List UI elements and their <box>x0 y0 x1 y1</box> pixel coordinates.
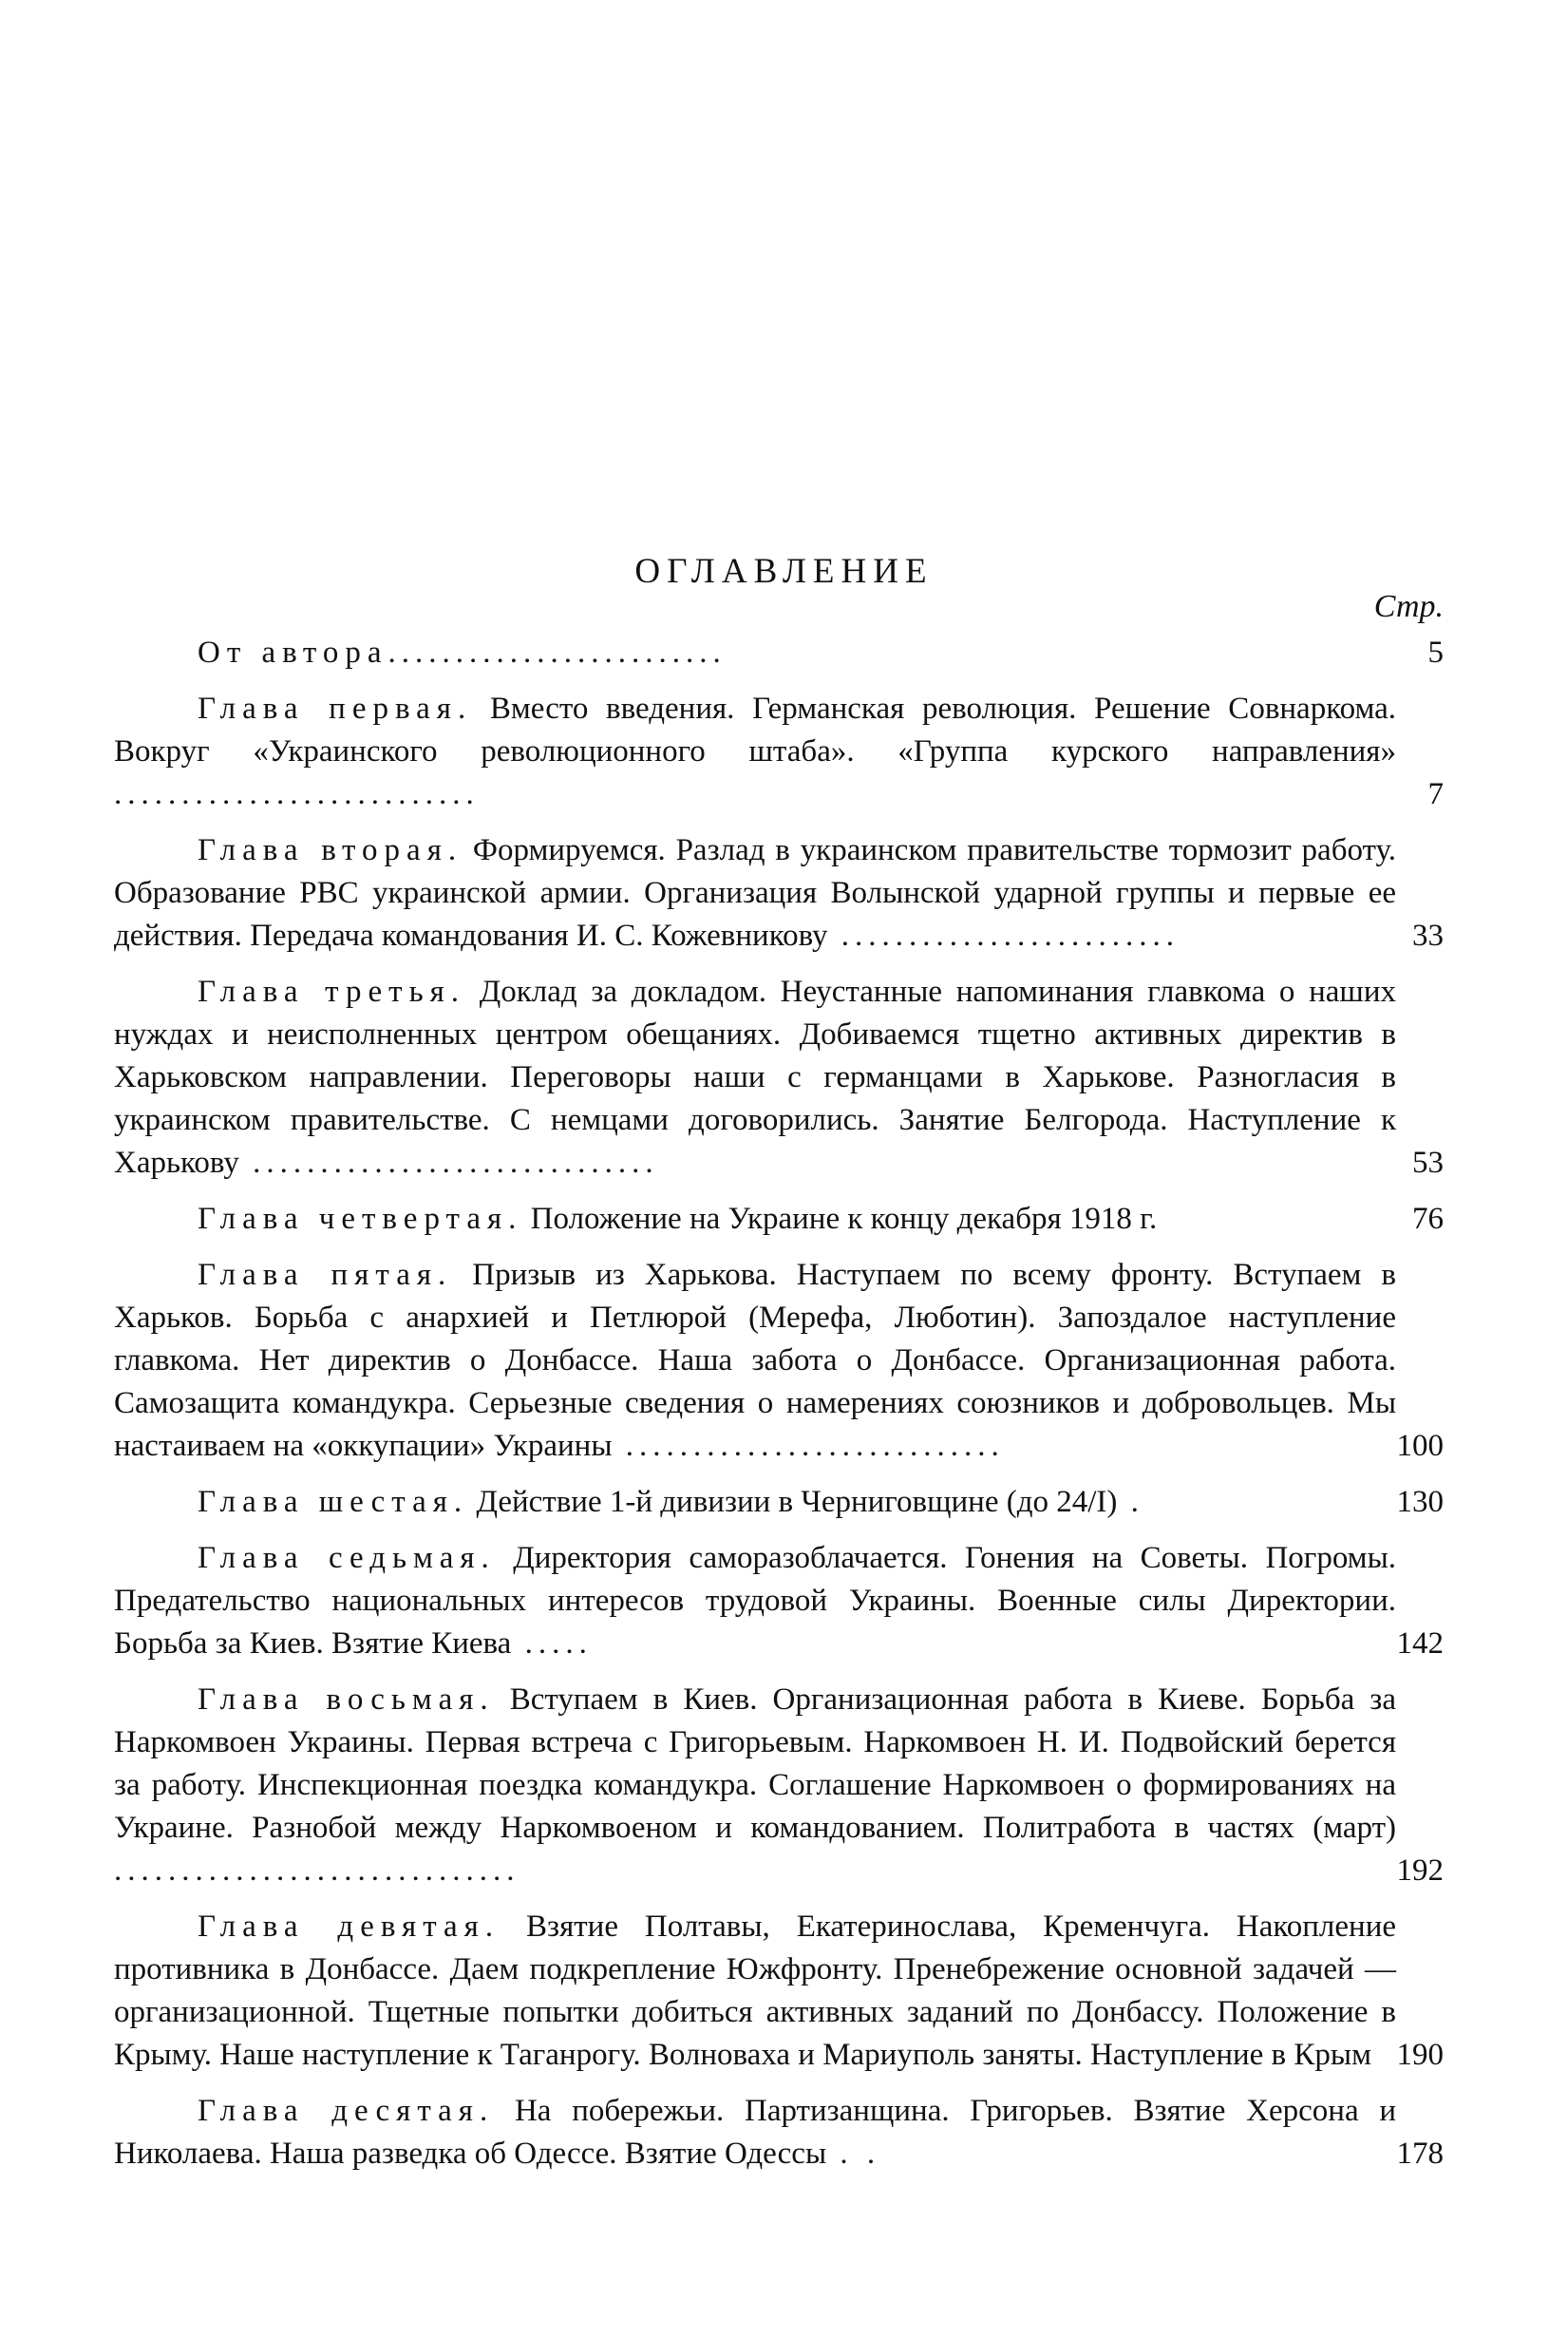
toc-entry-text <box>114 688 1396 816</box>
toc-entry-text <box>114 971 1396 1185</box>
page-number: 130 <box>1396 1485 1444 1519</box>
dot-leaders: ......................... <box>827 919 1181 953</box>
entry-description: Призыв из Харькова. Наступаем по всему фронту. Вступаем в Харьков. Борьба с анархией и Петлюрой (Мерефа, Люботин). Запоздалое наступление главкома. Нет директив о Донбассе. Наша забота о Донбассе. Организационная работа. Самозащита командукра. Серьезные сведения о намерениях союзников и добровольцев. Мы настаиваем на «оккупации» Украины <box>114 1258 1396 1463</box>
dot-leaders: . . <box>826 2137 881 2171</box>
toc-entry-text <box>114 829 1396 958</box>
page-number: 190 <box>1396 2038 1444 2072</box>
dot-leaders: ............................ <box>612 1429 1005 1463</box>
toc-entry <box>0 1906 1568 2077</box>
toc-entry-text <box>114 632 1396 674</box>
entry-label: Глава пятая. <box>198 1258 453 1292</box>
page-title: ОГЛАВЛЕНИЕ <box>634 552 934 591</box>
toc-entry <box>0 971 1568 1185</box>
entry-description: Действие 1-й дивизии в Черниговщине (до 24/I) <box>468 1485 1118 1519</box>
toc-entry-text <box>114 1198 1396 1241</box>
page-number: 76 <box>1412 1202 1444 1236</box>
dot-leaders: .............................. <box>238 1146 659 1180</box>
entry-description: Директория саморазоблачается. Гонения на Советы. Погромы. Предательство национальных интересов трудовой Украины. Военные силы Директории. Борьба за Киев. Взятие Киева <box>114 1541 1396 1661</box>
toc-entry <box>0 1537 1568 1665</box>
entry-label: Глава седьмая. <box>198 1541 496 1575</box>
toc-entry-text <box>114 1906 1396 2077</box>
page-number: 53 <box>1412 1146 1444 1180</box>
page-number: 192 <box>1396 1853 1444 1888</box>
toc-entry <box>0 829 1568 958</box>
page-number: 5 <box>1427 636 1444 670</box>
toc-entry-text <box>114 1254 1396 1468</box>
table-of-contents <box>0 632 1568 2189</box>
entry-description: На побережьи. Партизанщина. Григорьев. Взятие Херсона и Николаева. Наша разведка об Одессе. Взятие Одессы <box>114 2094 1396 2171</box>
dot-leaders: ........................... <box>114 777 480 811</box>
toc-entry <box>0 688 1568 816</box>
entry-description: Взятие Полтавы, Екатеринослава, Кременчуга. Накопление противника в Донбассе. Даем подкрепление Южфронту. Пренебрежение основной задачей — организационной. Тщетные попытки добиться активных заданий по Донбассу. Положение в Крыму. Наше наступление к Таганрогу. Волноваха и Мариуполь заняты. Наступление в Крым <box>114 1910 1397 2072</box>
entry-label: Глава первая. <box>198 692 473 726</box>
entry-label: Глава девятая. <box>198 1910 501 1944</box>
entry-description: Положение на Украине к концу декабря 1918 г. <box>522 1202 1158 1236</box>
toc-entry <box>0 1481 1568 1524</box>
entry-label: Глава вторая. <box>198 833 463 867</box>
page-number: 33 <box>1412 919 1444 953</box>
entry-description: Формируемся. Разлад в украинском правительстве тормозит работу. Образование РВС украинской армии. Организация Волынской ударной группы и первые ее действия. Передача командования И. С. Кожевникову <box>114 833 1396 953</box>
entry-description: Вместо введения. Германская революция. Решение Совнаркома. Вокруг «Украинского революционного штаба». «Группа курского направления» <box>114 692 1396 769</box>
toc-entry <box>0 2090 1568 2176</box>
dot-leaders: ......................... <box>387 636 727 670</box>
toc-entry <box>0 1254 1568 1468</box>
page-number: 178 <box>1396 2137 1444 2171</box>
page-column-label: Стр. <box>1373 589 1444 624</box>
entry-description: Вступаем в Киев. Организационная работа в Киеве. Борьба за Наркомвоен Украины. Первая встреча с Григорьевым. Наркомвоен Н. И. Подвойский берется за работу. Инспекционная поездка командукра. Соглашение Наркомвоен о формированиях на Украине. Разнобой между Наркомвоеном и командованием. Политработа в частях (март) <box>114 1682 1396 1845</box>
toc-entry <box>0 1198 1568 1241</box>
toc-entry <box>0 632 1568 674</box>
entry-label: Глава десятая. <box>198 2094 495 2128</box>
toc-entry-text <box>114 1537 1396 1665</box>
dot-leaders: .............................. <box>114 1853 520 1888</box>
toc-entry <box>0 1679 1568 1892</box>
entry-description: Доклад за докладом. Неустанные напоминания главкома о наших нуждах и неисполненных центром обещаниях. Добиваемся тщетно активных директив в Харьковском направлении. Переговоры наши с германцами в Харькове. Разногласия в украинском правительстве. С немцами договорились. Занятие Белгорода. Наступление к Харькову <box>114 975 1396 1180</box>
entry-label: Глава шестая. <box>198 1485 469 1519</box>
page-number: 100 <box>1396 1429 1444 1463</box>
page-number: 7 <box>1427 777 1444 811</box>
entry-label: Глава четвертая. <box>198 1202 523 1236</box>
entry-label: Глава восьмая. <box>198 1682 495 1717</box>
dot-leaders: . <box>1117 1485 1144 1519</box>
dot-leaders: ..... <box>511 1626 593 1661</box>
entry-label: Глава третья. <box>198 975 466 1009</box>
toc-entry-text <box>114 1481 1396 1524</box>
toc-entry-text <box>114 1679 1396 1892</box>
entry-label: От автора <box>198 636 388 670</box>
page-number: 142 <box>1396 1626 1444 1661</box>
toc-entry-text <box>114 2090 1396 2176</box>
